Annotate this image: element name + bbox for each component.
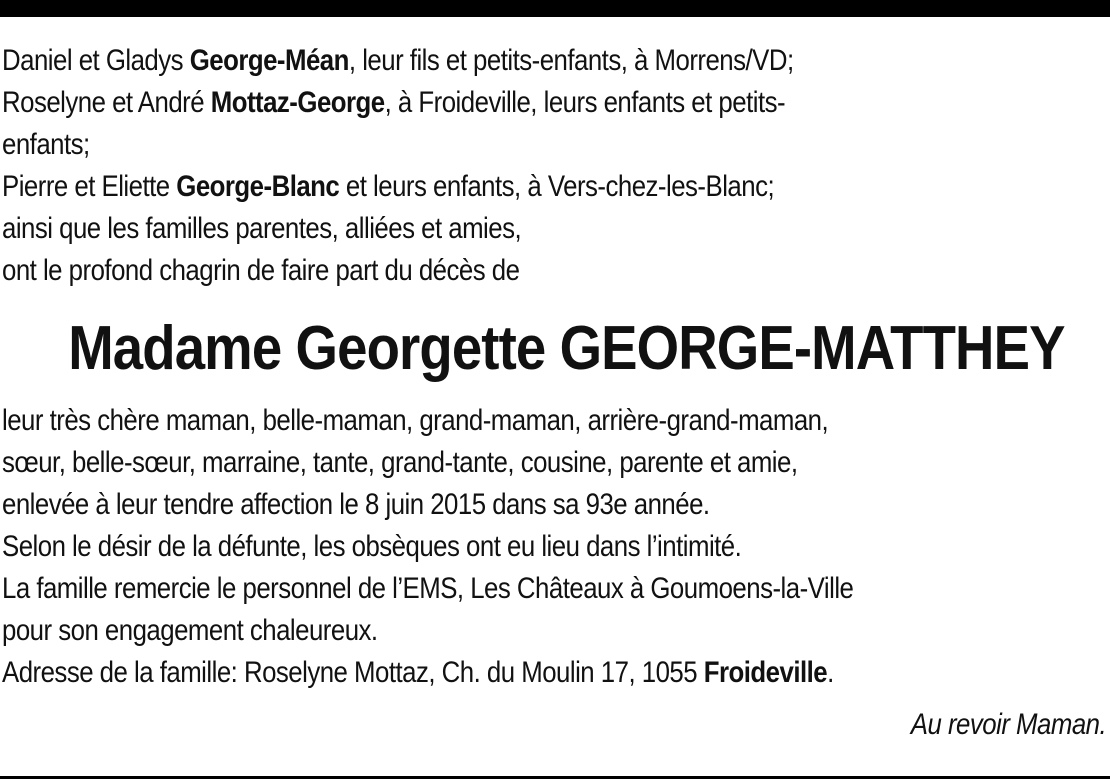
deceased-name-headline: Madame Georgette GEORGE-MATTHEY bbox=[68, 314, 1065, 383]
intro-line-4-rest: et leurs enfants, à Vers-chez-les-Blanc; bbox=[339, 170, 775, 203]
family-name-george-blanc: George-Blanc bbox=[176, 170, 340, 203]
intro-line-1-text: Daniel et Gladys bbox=[2, 44, 190, 77]
bottom-border-rule bbox=[0, 776, 1110, 779]
intro-line-2 bbox=[2, 82, 1106, 124]
family-name-mottaz-george: Mottaz-George bbox=[210, 86, 385, 119]
body-line-2: sœur, belle-sœur, marraine, tante, grand-tante, cousine, parente et amie, bbox=[2, 446, 798, 479]
intro-line-3: enfants; bbox=[2, 128, 90, 161]
address-period: . bbox=[827, 656, 834, 689]
family-address-line bbox=[2, 652, 1106, 694]
top-border-rule bbox=[0, 0, 1110, 17]
intro-paragraph bbox=[2, 40, 1106, 292]
body-line-3: enlevée à leur tendre affection le 8 juin 2015 dans sa 93e année. bbox=[2, 488, 710, 521]
intro-line-6: ont le profond chagrin de faire part du décès de bbox=[2, 254, 520, 287]
intro-line-2-text: Roselyne et André bbox=[2, 86, 211, 119]
intro-line-4-text: Pierre et Eliette bbox=[2, 170, 177, 203]
body-line-1: leur très chère maman, belle-maman, grand-maman, arrière-grand-maman, bbox=[2, 404, 829, 437]
death-notice bbox=[2, 40, 1106, 694]
family-name-george-mean: George-Méan bbox=[189, 44, 349, 77]
intro-line-5: ainsi que les familles parentes, alliées et amies, bbox=[2, 212, 522, 245]
intro-line-4 bbox=[2, 166, 1106, 208]
body-line-4: Selon le désir de la défunte, les obsèques ont eu lieu dans l’intimité. bbox=[2, 530, 742, 563]
body-paragraph bbox=[2, 400, 1106, 694]
intro-line-1 bbox=[2, 40, 1106, 82]
address-town: Froideville bbox=[703, 656, 828, 689]
intro-line-1-rest: , leur fils et petits-enfants, à Morrens/VD; bbox=[348, 44, 794, 77]
body-line-6: pour son engagement chaleureux. bbox=[2, 614, 378, 647]
closing-farewell: Au revoir Maman. bbox=[910, 708, 1106, 741]
family-address-text: Adresse de la famille: Roselyne Mottaz, Ch. du Moulin 17, 1055 bbox=[2, 656, 704, 689]
body-line-5: La famille remercie le personnel de l’EMS, Les Châteaux à Goumoens-la-Ville bbox=[2, 572, 854, 605]
intro-line-2-rest: , à Froideville, leurs enfants et petits- bbox=[384, 86, 786, 119]
